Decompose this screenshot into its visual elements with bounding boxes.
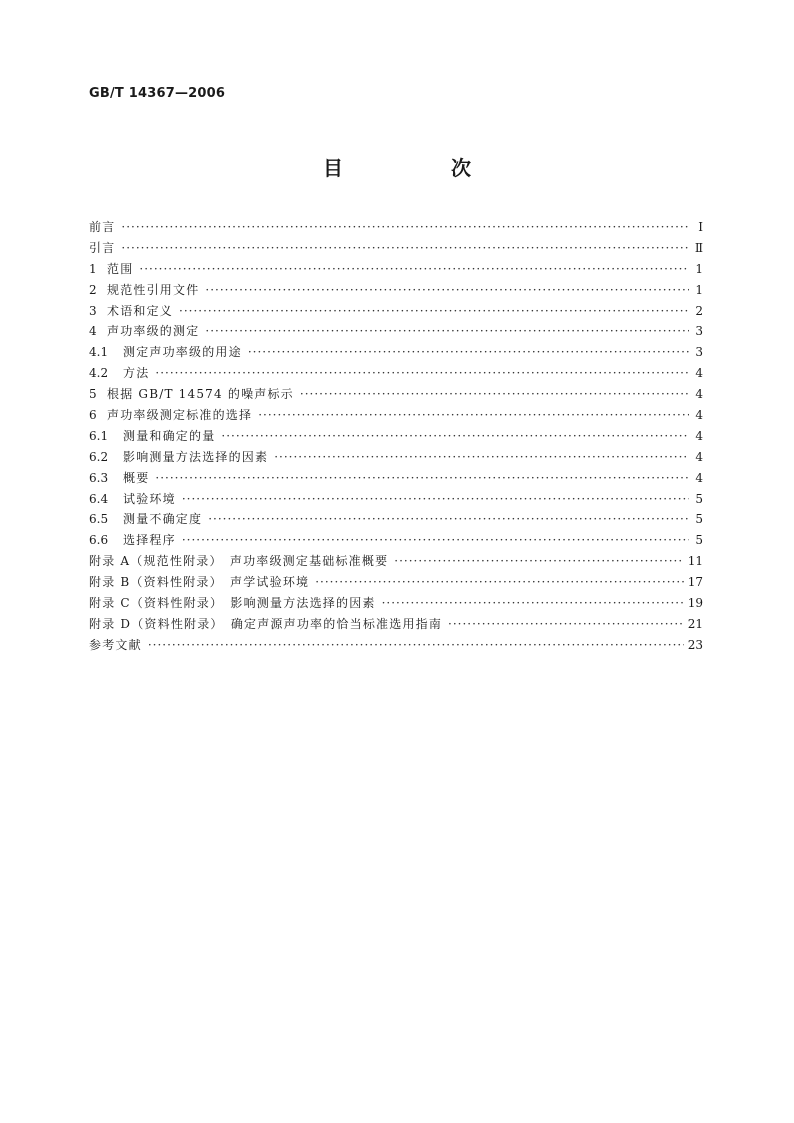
table-of-contents — [89, 218, 703, 657]
toc-entry-title: 声功率级的测定 — [107, 324, 200, 339]
toc-leader-dots — [148, 638, 684, 652]
toc-entry-page: Ⅰ — [698, 220, 703, 234]
toc-entry-page: 19 — [687, 596, 703, 611]
toc-leader-dots — [274, 450, 689, 464]
toc-entry[interactable] — [89, 406, 703, 427]
toc-entry-number: 4.1 — [89, 345, 109, 360]
toc-entry[interactable] — [89, 302, 703, 323]
toc-entry[interactable] — [89, 469, 703, 490]
toc-entry[interactable] — [89, 552, 703, 573]
toc-entry-title: 规范性引用文件 — [107, 282, 200, 297]
toc-title: 目 次 — [323, 156, 515, 180]
toc-entry-number: 6.6 — [89, 533, 109, 548]
toc-entry-title: 范围 — [107, 261, 134, 276]
toc-entry-page: 4 — [695, 449, 703, 464]
toc-entry-title: 选择程序 — [123, 533, 176, 548]
toc-entry[interactable] — [89, 218, 703, 239]
toc-entry-title: 测量和确定的量 — [123, 428, 216, 443]
toc-entry-page: 5 — [695, 491, 703, 506]
toc-entry-page: 5 — [695, 512, 703, 527]
toc-entry-number: 5 — [89, 387, 97, 402]
toc-entry-page: 3 — [695, 324, 703, 339]
toc-entry-number: 1 — [89, 261, 97, 276]
toc-entry[interactable] — [89, 364, 703, 385]
toc-entry-page: 4 — [695, 387, 703, 402]
toc-entry-title: 附录 D（资料性附录） 确定声源声功率的恰当标准选用指南 — [89, 616, 443, 631]
toc-leader-dots — [179, 304, 689, 318]
toc-entry[interactable] — [89, 322, 703, 343]
toc-leader-dots — [182, 492, 689, 506]
toc-entry-title: 附录 A（规范性附录） 声功率级测定基础标准概要 — [89, 554, 389, 569]
toc-entry-page: 3 — [695, 345, 703, 360]
toc-entry-title: 引言 — [89, 240, 116, 255]
toc-entry-page: 1 — [695, 261, 703, 276]
toc-entry-number: 3 — [89, 303, 97, 318]
toc-entry-number: 6.3 — [89, 470, 109, 485]
toc-entry-page: 5 — [695, 533, 703, 548]
toc-entry-title: 参考文献 — [89, 637, 142, 652]
toc-leader-dots — [155, 366, 689, 380]
toc-entry-number: 4.2 — [89, 366, 109, 381]
toc-entry-page: Ⅱ — [694, 240, 703, 255]
toc-entry-number: 6.4 — [89, 491, 109, 506]
toc-leader-dots — [205, 283, 689, 297]
toc-leader-dots — [315, 575, 683, 589]
toc-entry-page: 17 — [687, 575, 703, 590]
toc-entry[interactable] — [89, 615, 703, 636]
toc-entry-page: 4 — [695, 408, 703, 423]
toc-leader-dots — [208, 512, 689, 526]
toc-entry-title: 影响测量方法选择的因素 — [123, 449, 269, 464]
toc-entry[interactable] — [89, 239, 703, 260]
toc-entry[interactable] — [89, 343, 703, 364]
toc-entry-number: 6.2 — [89, 449, 109, 464]
toc-entry-number: 6.1 — [89, 428, 109, 443]
toc-leader-dots — [258, 408, 689, 422]
toc-leader-dots — [121, 241, 689, 255]
toc-entry-page: 4 — [695, 366, 703, 381]
toc-entry-number: 6 — [89, 408, 97, 423]
toc-leader-dots — [248, 345, 689, 359]
toc-entry-title: 声功率级测定标准的选择 — [107, 408, 253, 423]
toc-entry-page: 1 — [695, 282, 703, 297]
toc-leader-dots — [394, 554, 683, 568]
toc-entry-title: 附录 B（资料性附录） 声学试验环境 — [89, 575, 310, 590]
toc-entry-title: 附录 C（资料性附录） 影响测量方法选择的因素 — [89, 596, 376, 611]
toc-entry[interactable] — [89, 594, 703, 615]
toc-entry[interactable] — [89, 281, 703, 302]
toc-entry-title: 根据 GB/T 14574 的噪声标示 — [107, 387, 294, 402]
toc-entry-title: 试验环境 — [123, 491, 176, 506]
toc-entry-title: 测量不确定度 — [123, 512, 203, 527]
toc-leader-dots — [121, 220, 689, 234]
toc-entry[interactable] — [89, 448, 703, 469]
toc-entry[interactable] — [89, 636, 703, 657]
toc-leader-dots — [182, 533, 689, 547]
toc-entry[interactable] — [89, 385, 703, 406]
toc-entry-title: 测定声功率级的用途 — [123, 345, 242, 360]
toc-leader-dots — [300, 387, 689, 401]
toc-entry[interactable] — [89, 490, 703, 511]
toc-entry-number: 4 — [89, 324, 97, 339]
toc-entry-title: 术语和定义 — [107, 303, 174, 318]
toc-entry-title: 前言 — [89, 220, 116, 234]
toc-entry-page: 4 — [695, 428, 703, 443]
toc-entry[interactable] — [89, 427, 703, 448]
toc-entry-page: 23 — [687, 637, 703, 652]
toc-leader-dots — [205, 324, 689, 338]
toc-entry[interactable] — [89, 260, 703, 281]
toc-entry-title: 概要 — [123, 470, 150, 485]
toc-entry-title: 方法 — [123, 366, 150, 381]
toc-entry-page: 4 — [695, 470, 703, 485]
toc-entry-number: 6.5 — [89, 512, 109, 527]
toc-entry[interactable] — [89, 510, 703, 531]
toc-leader-dots — [155, 471, 689, 485]
toc-leader-dots — [139, 262, 689, 276]
toc-entry-page: 11 — [687, 554, 703, 569]
toc-entry[interactable] — [89, 531, 703, 552]
toc-leader-dots — [448, 617, 684, 631]
toc-leader-dots — [221, 429, 689, 443]
toc-entry-page: 2 — [695, 303, 703, 318]
toc-entry-number: 2 — [89, 282, 97, 297]
standard-code: GB/T 14367—2006 — [89, 86, 226, 101]
toc-entry-page: 21 — [687, 616, 703, 631]
toc-leader-dots — [382, 596, 684, 610]
toc-entry[interactable] — [89, 573, 703, 594]
